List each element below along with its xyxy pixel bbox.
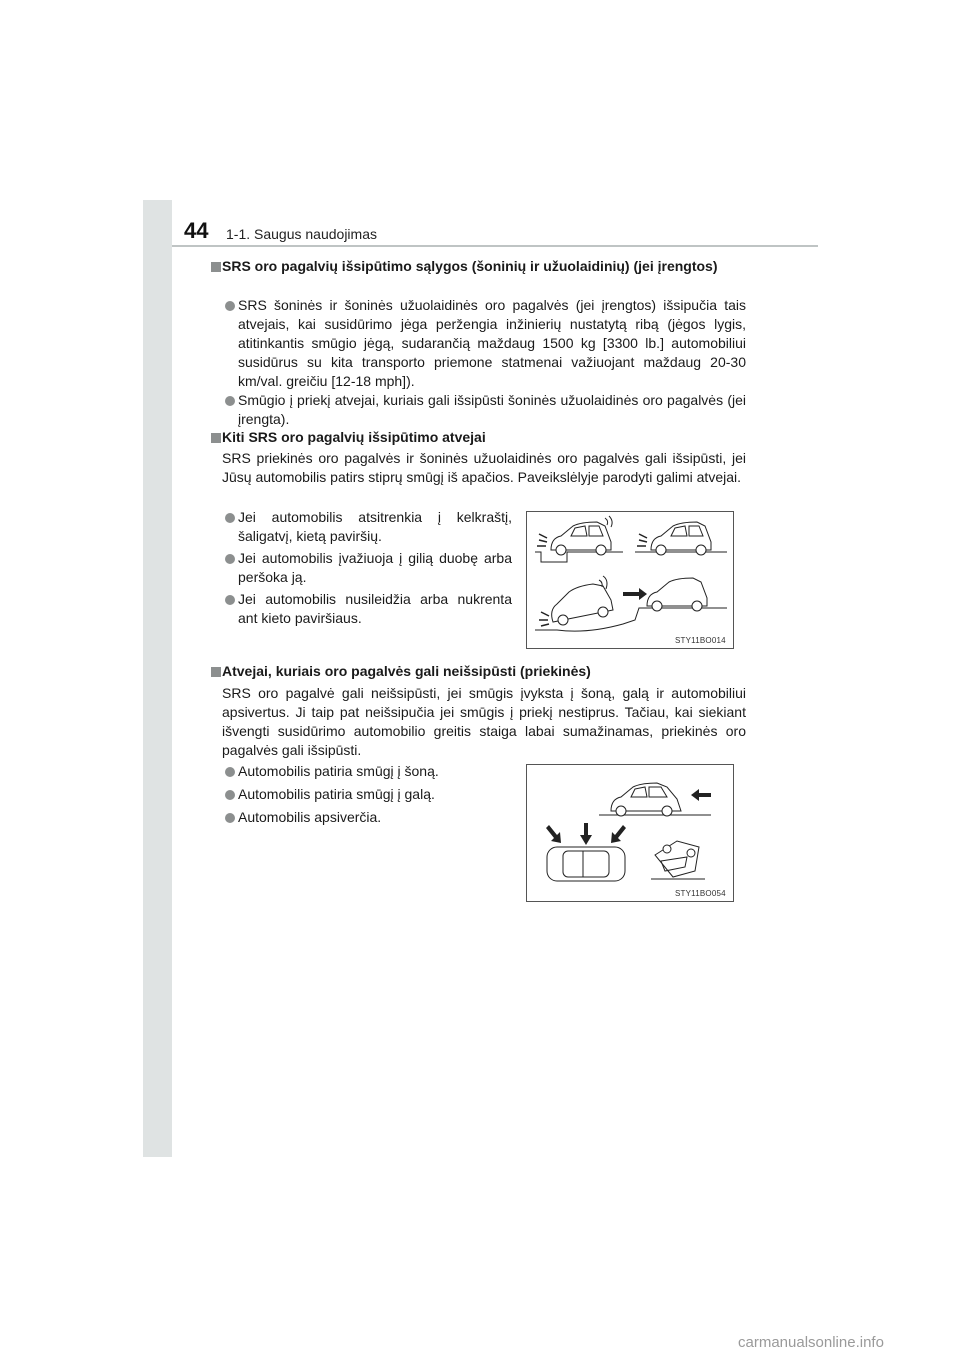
figure-underbody-impacts [526,511,734,649]
paragraph-no-deployment: SRS oro pagalvė gali neišsipūsti, jei smūgis įvyksta į šoną, galą ir automobiliui apsivertus. Ji taip pat neišsipučia jei smūgis į priekį nestiprus. Tačiau, kai siekiant išvengti susidūrimo automobilio greitis staiga labai sumažinamas, priekinės oro pagalvės gali išsipūsti. [222,685,746,758]
figure-code: STY11BO014 [675,636,726,645]
square-bullet-icon [211,262,221,272]
round-bullet-icon [225,301,235,311]
section-heading-no-deployment: Atvejai, kuriais oro pagalvės gali neišsipūsti (priekinės) [222,663,591,679]
round-bullet-icon [225,790,235,800]
paragraph-other-cases: SRS priekinės oro pagalvės ir šoninės užuolaidinės oro pagalvės gali išsipūsti, jei Jūsų automobilis patirs stiprų smūgį iš apačios. Paveikslėlyje parodyti galimi atvejai. [222,450,746,485]
bullet-rollover: Automobilis apsiverčia. [238,809,382,825]
bullet-rear-impact: Automobilis patiria smūgį į galą. [238,786,435,802]
bullet-hard-landing: Jei automobilis nusileidžia arba nukrenta ant kieto paviršiaus. [238,591,512,626]
cars-no-deployment-illustration [527,765,733,901]
bullet-side-airbag-conditions: SRS šoninės ir šoninės užuolaidinės oro pagalvės (jei įrengtos) išsipučia tais atvejais, kai susidūrimo jėga peržengia inžinierių nustatytą ribą (jėgos lygis, atitinkantis smūgio jėgą, sudarančią maždaug 1500 kg [3300 lb.] automobiliui susidūrus su kita transporto priemone statmenai važiuojant maždaug 20-30 km/val. greičiu [12-18 mph]). [238,297,746,389]
side-tab [143,200,172,1157]
round-bullet-icon [225,595,235,605]
bullet-curb-hit: Jei automobilis atsitrenkia į kelkraštį, šaligatvį, kietą paviršių. [238,509,512,544]
round-bullet-icon [225,554,235,564]
section-heading-deployment-side: SRS oro pagalvių išsipūtimo sąlygos (šoninių ir užuolaidinių) (jei įrengtos) [222,258,718,274]
bullet-side-impact: Automobilis patiria smūgį į šoną. [238,763,439,779]
header-rule [172,245,818,247]
cars-underbody-illustration [527,512,733,648]
page-number: 44 [184,218,209,243]
bullet-front-impact-curtain: Smūgio į priekį atvejai, kuriais gali išsipūsti šoninės užuolaidinės oro pagalvės (jei įrengta). [238,392,746,427]
figure-code: STY11BO054 [675,889,726,898]
round-bullet-icon [225,513,235,523]
watermark: carmanualsonline.info [738,1334,884,1351]
round-bullet-icon [225,813,235,823]
section-heading-other-cases: Kiti SRS oro pagalvių išsipūtimo atvejai [222,429,486,445]
round-bullet-icon [225,396,235,406]
square-bullet-icon [211,667,221,677]
figure-no-deployment-cases [526,764,734,902]
bullet-pothole: Jei automobilis įvažiuoja į gilią duobę arba peršoka ją. [238,550,512,585]
chapter-title: 1-1. Saugus naudojimas [226,226,377,242]
round-bullet-icon [225,767,235,777]
square-bullet-icon [211,433,221,443]
